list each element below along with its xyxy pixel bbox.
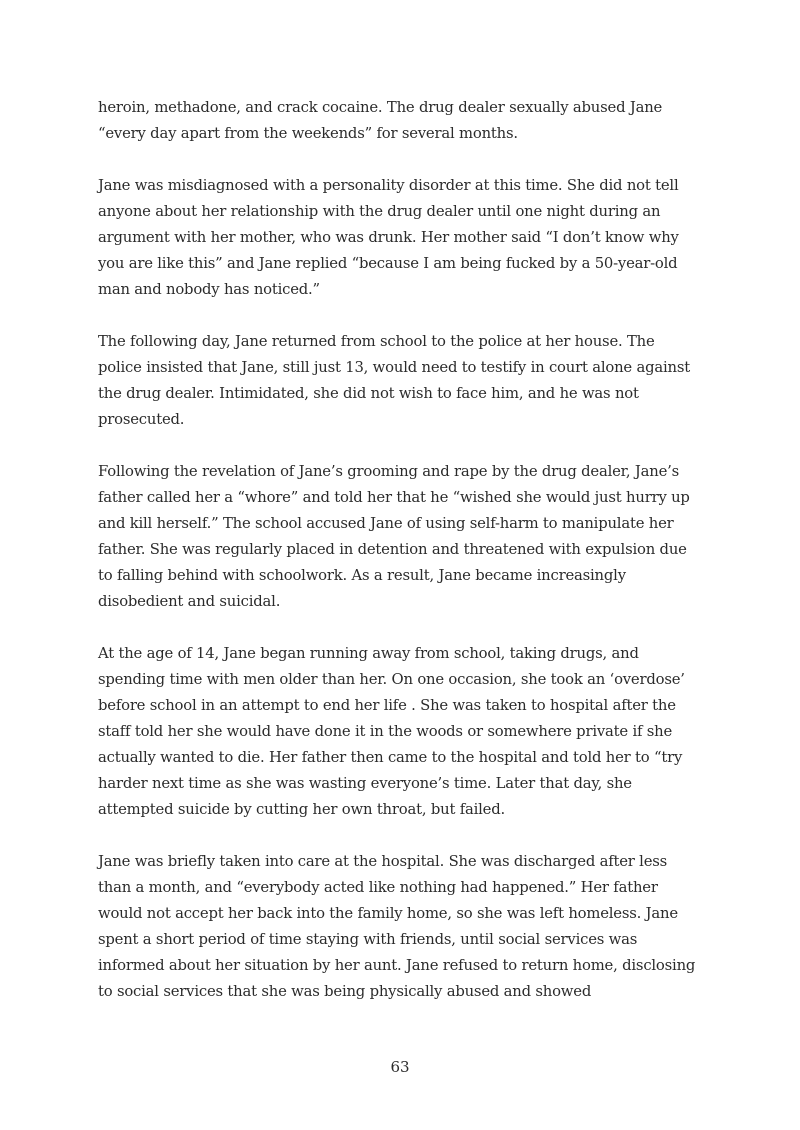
body-text	[98, 95, 702, 1031]
paragraph-4: Following the revelation of Jane’s grooming and rape by the drug dealer, Jane’s father called her a “whore” and told her that he “wished she would just hurry up and kill herself.” The school accused Jane of using self-harm to manipulate her father. She was regularly placed in detention and threatened with expulsion due to falling behind with schoolwork. As a result, Jane became increasingly disobedient and suicidal.	[98, 463, 690, 610]
paragraph-6: Jane was briefly taken into care at the hospital. She was discharged after less than a month, and “everybody acted like nothing had happened.” Her father would not accept her back into the family home, so she was left homeless. Jane spent a short period of time staying with friends, until social services was informed about her situation by her aunt. Jane refused to return home, disclosing to social services that she was being physically abused and showed	[98, 853, 696, 1000]
page-number: 63	[390, 1058, 410, 1076]
paragraph-2: Jane was misdiagnosed with a personality disorder at this time. She did not tell anyone about her relationship with the drug dealer until one night during an argument with her mother, who was drunk. Her mother said “I don’t know why you are like this” and Jane replied “because I am being fucked by a 50-year-old man and nobody has noticed.”	[98, 177, 679, 298]
paragraph-1: heroin, methadone, and crack cocaine. The drug dealer sexually abused Jane “every day apart from the weekends” for several months.	[98, 99, 663, 142]
paragraph-3: The following day, Jane returned from school to the police at her house. The police insisted that Jane, still just 13, would need to testify in court alone against the drug dealer. Intimidated, she did not wish to face him, and he was not prosecuted.	[98, 333, 690, 428]
paragraph-5: At the age of 14, Jane began running away from school, taking drugs, and spending time with men older than her. On one occasion, she took an ‘overdose’ before school in an attempt to end her life . She was taken to hospital after the staff told her she would have done it in the woods or somewhere private if she actually wanted to die. Her father then came to the hospital and told her to “try harder next time as she was wasting everyone’s time. Later that day, she attempted suicide by cutting her own throat, but failed.	[98, 645, 685, 818]
